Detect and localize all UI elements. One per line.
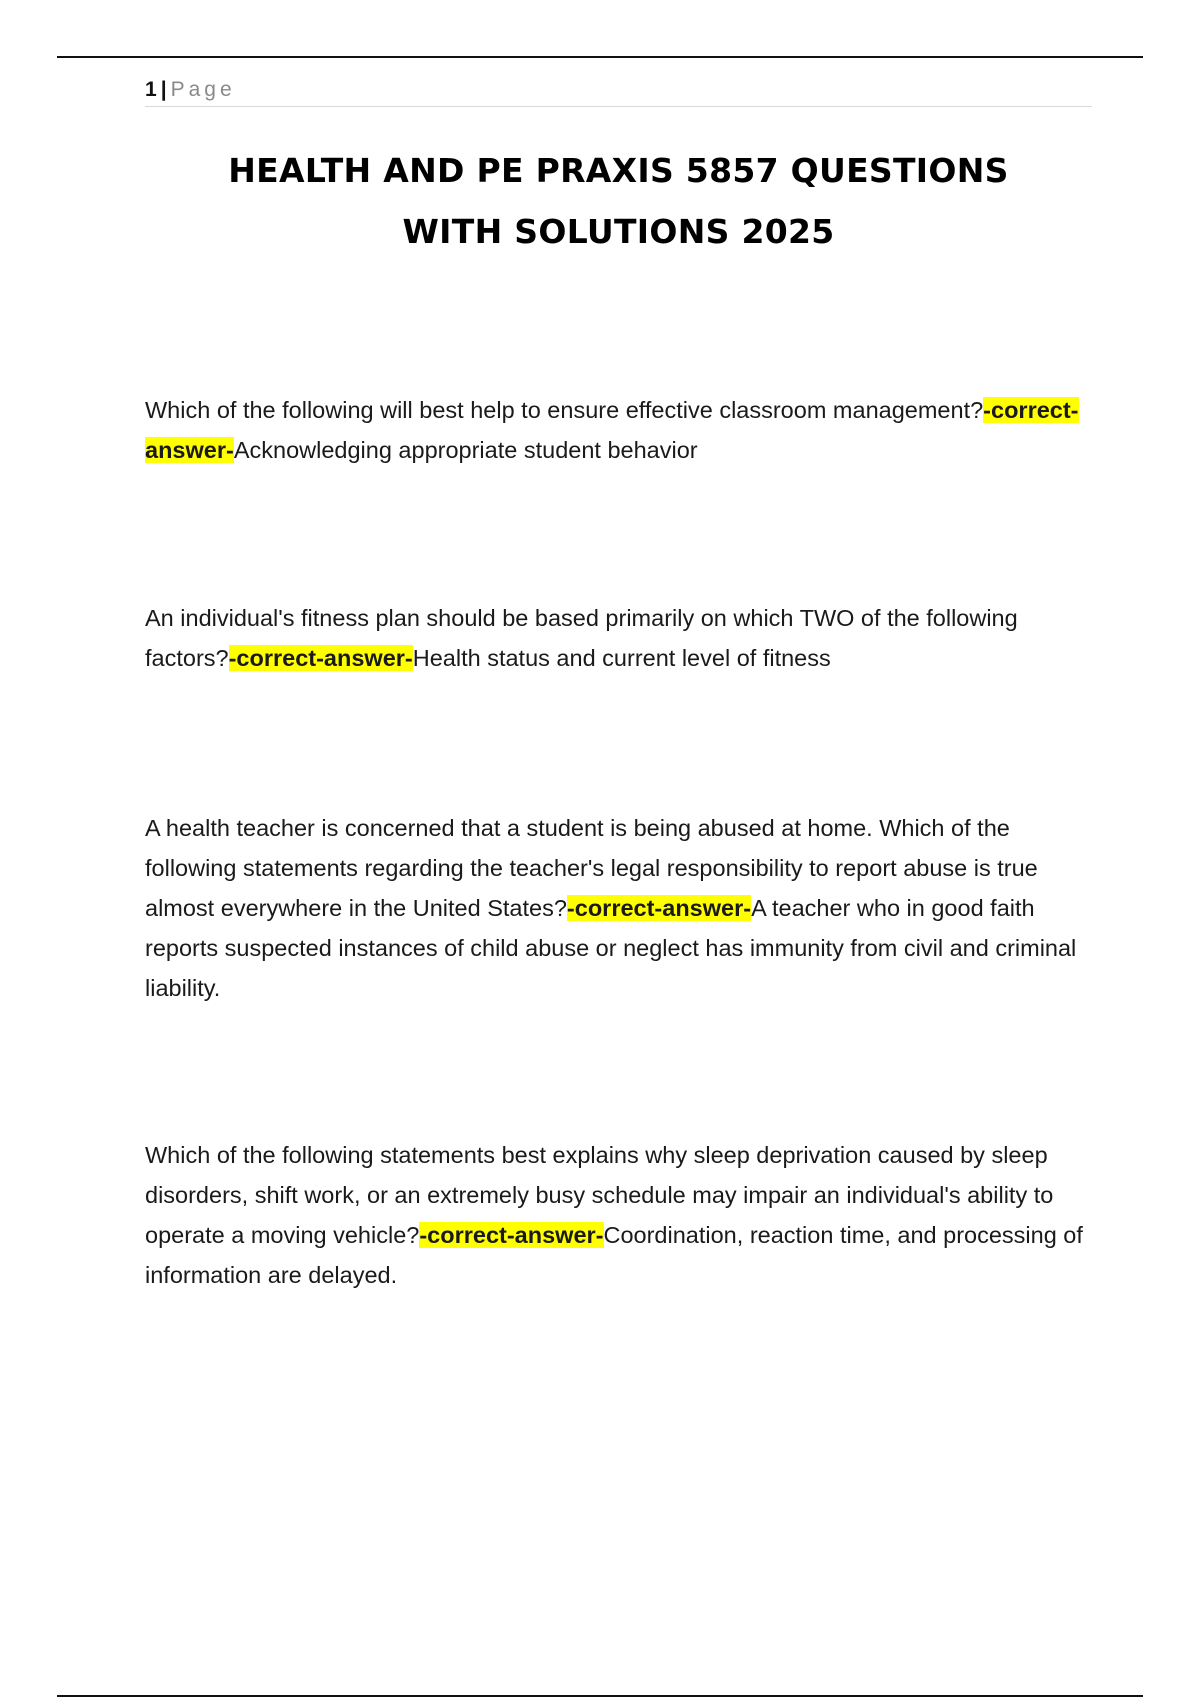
qa-item: [145, 390, 1105, 470]
correct-answer-marker: -correct-answer-: [145, 397, 1079, 463]
answer-text: Health status and current level of fitness: [412, 645, 831, 671]
qa-item: [145, 808, 1105, 1008]
qa-item: [145, 598, 1105, 678]
document-title-line-2: WITH SOLUTIONS 2025: [402, 212, 835, 251]
answer-text: Acknowledging appropriate student behavior: [233, 437, 698, 463]
question-text: Which of the following statements best explains why sleep deprivation caused by sleep disorders, shift work, or an extremely busy schedule may impair an individual's ability to operate a moving vehicle?: [145, 1142, 1054, 1248]
answer-text: A teacher who in good faith reports suspected instances of child abuse or neglect has immunity from civil and criminal liability.: [145, 895, 1077, 1001]
question-text: An individual's fitness plan should be based primarily on which TWO of the following factors?: [145, 605, 1018, 671]
qa-item: [145, 1135, 1105, 1295]
answer-text: Coordination, reaction time, and processing of information are delayed.: [145, 1222, 1083, 1288]
document-title-line-1: HEALTH AND PE PRAXIS 5857 QUESTIONS: [228, 151, 1009, 190]
correct-answer-marker: -correct-answer-: [228, 645, 413, 671]
correct-answer-marker: -correct-answer-: [566, 895, 752, 921]
question-text: Which of the following will best help to ensure effective classroom management?: [145, 397, 984, 423]
page-number: 1: [145, 78, 157, 101]
bottom-rule: [57, 1695, 1143, 1697]
page-label: Page: [170, 78, 236, 101]
document-title: [145, 140, 1092, 262]
question-text: A health teacher is concerned that a student is being abused at home. Which of the following statements regarding the teacher's legal responsibility to report abuse is true almost everywhere in the United States?: [145, 815, 1038, 921]
correct-answer-marker: -correct-answer-: [419, 1222, 604, 1248]
page-header: [145, 76, 1092, 107]
page-separator: |: [160, 78, 167, 101]
top-rule: [57, 56, 1143, 58]
